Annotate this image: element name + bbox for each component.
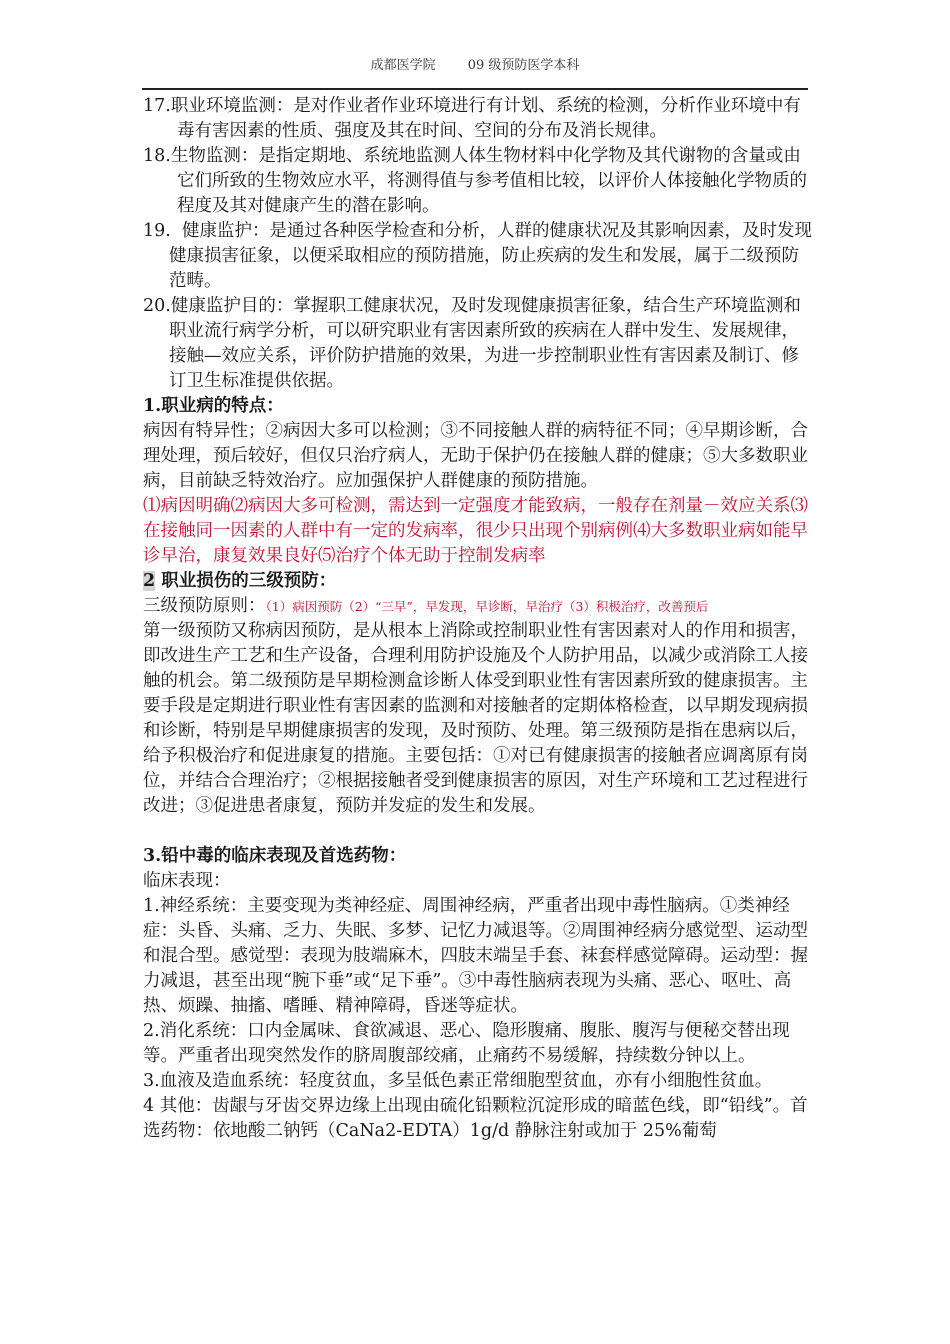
section-3-title: 3.铅中毒的临床表现及首选药物： xyxy=(143,846,407,866)
item-text: 健康监护：是通过各种医学检查和分析，人群的健康状况及其影响因素，及时发现健康损害征象，以便采取相应的预防措施，防止疾病的发生和发展，属于二级预防范畴。 xyxy=(169,221,812,291)
item-text: 职业环境监测：是对作业者作业环境进行有计划、系统的检测，分析作业环境中有毒有害因素的性质、强度及其在时间、空间的分布及消长规律。 xyxy=(170,96,801,141)
section-3-label: 临床表现： xyxy=(143,871,231,891)
section-2-principle xyxy=(143,594,813,619)
item-number: 19. xyxy=(143,221,171,241)
item-17 xyxy=(143,94,813,144)
document-body xyxy=(143,94,813,1144)
section-3-p1: 1.神经系统：主要变现为类神经症、周围神经病，严重者出现中毒性脑病。①类神经症：头昏、头痛、乏力、失眠、多梦、记忆力减退等。②周围神经病分感觉型、运动型和混合型。感觉型：表现为肢端麻木，四肢末端呈手套、袜套样感觉障碍。运动型：握力减退，甚至出现“腕下垂”或“足下垂”。③中毒性脑病表现为头痛、恶心、呕吐、高热、烦躁、抽搐、嗜睡、精神障碍，昏迷等症状。 xyxy=(143,896,808,1016)
section-3-p4: 4 其他：齿龈与牙齿交界边缘上出现由硫化铅颗粒沉淀形成的暗蓝色线，即“铅线”。首选药物：依地酸二钠钙（CaNa2-EDTA）1g/d 静脉注射或加于 25%葡萄 xyxy=(143,1096,808,1141)
item-number: 17. xyxy=(143,96,171,116)
header-school: 成都医学院 xyxy=(370,58,436,73)
section-2-body: 第一级预防又称病因预防，是从根本上消除或控制职业性有害因素对人的作用和损害，即改进生产工艺和生产设备，合理利用防护设施及个人防护用品，以减少或消除工人接触的机会。第二级预防是早期检测盒诊断人体受到职业性有害因素所致的健康损害。主要手段是定期进行职业性有害因素的监测和对接触者的定期体格检查，以早期发现病损和诊断，特别是早期健康损害的发现，及时预防、处理。第三级预防是指在患病以后，给予积极治疗和促进康复的措施。主要包括：①对已有健康损害的接触者应调离原有岗位，并结合合理治疗；②根据接触者受到健康损害的原因，对生产环境和工艺过程进行改进；③促进患者康复，预防并发症的发生和发展。 xyxy=(143,621,808,816)
item-text: 健康监护目的：掌握职工健康状况，及时发现健康损害征象，结合生产环境监测和职业流行病学分析，可以研究职业有害因素所致的疾病在人群中发生、发展规律，接触—效应关系，评价防护措施的效果，为进一步控制职业性有害因素及制订、修订卫生标准提供依据。 xyxy=(169,296,801,391)
section-3-p2: 2.消化系统：口内金属味、食欲减退、恶心、隐形腹痛、腹胀、腹泻与便秘交替出现等。严重者出现突然发作的脐周腹部绞痛，止痛药不易缓解，持续数分钟以上。 xyxy=(143,1021,790,1066)
section-1-title: 1.职业病的特点： xyxy=(143,396,284,416)
header-rule xyxy=(142,88,808,90)
item-19 xyxy=(143,219,813,294)
section-1-body: 病因有特异性；②病因大多可以检测；③不同接触人群的病特征不同；④早期诊断，合理处理，预后较好，但仅只治疗病人，无助于保护仍在接触人群的健康；⑤大多数职业病，目前缺乏特效治疗。应加强保护人群健康的预防措施。 xyxy=(143,421,808,491)
principle-label: 三级预防原则： xyxy=(143,596,266,616)
item-18 xyxy=(143,144,813,219)
section-2-title-text: 职业损伤的三级预防： xyxy=(155,571,337,591)
item-number: 18. xyxy=(143,146,171,166)
item-text: 生物监测：是指定期地、系统地监测人体生物材料中化学物及其代谢物的含量或由它们所致的生物效应水平，将测得值与参考值相比较，以评价人体接触化学物质的程度及其对健康产生的潜在影响。 xyxy=(170,146,807,216)
principle-red-note: （1）病因预防（2）“三早”，早发现，早诊断，早治疗（3）积极治疗，改善预后 xyxy=(265,599,709,614)
section-3-p3: 3.血液及造血系统：轻度贫血，多呈低色素正常细胞型贫血，亦有小细胞性贫血。 xyxy=(143,1071,773,1091)
item-20 xyxy=(143,294,813,394)
section-1-red-note: ⑴病因明确⑵病因大多可检测，需达到一定强度才能致病，一般存在剂量－效应关系⑶在接触同一因素的人群中有一定的发病率，很少只出现个别病例⑷大多数职业病如能早诊早治，康复效果良好⑸治疗个体无助于控制发病率 xyxy=(143,496,808,566)
header-course: 09 级预防医学本科 xyxy=(467,58,580,73)
item-number: 20. xyxy=(143,296,171,316)
highlight-number: 2 xyxy=(143,571,156,591)
blank-line xyxy=(143,819,813,844)
page-header xyxy=(0,54,950,73)
section-2-title xyxy=(143,569,813,594)
